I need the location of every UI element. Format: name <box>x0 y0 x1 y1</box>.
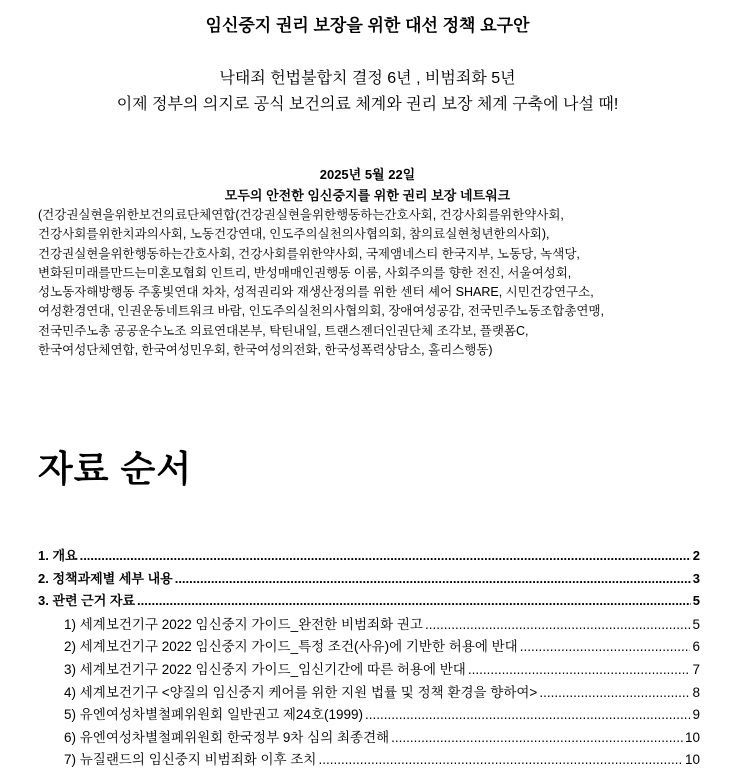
member-line: 성노동자해방행동 주홍빛연대 차차, 성적권리와 재생산정의를 위한 센터 셰어 SHARE, 시민건강연구소, <box>38 285 594 300</box>
toc-entry-page: 10 <box>684 729 700 745</box>
toc-entry-label: 3. 관련 근거 자료 <box>38 593 136 609</box>
toc-subentry[interactable] <box>38 703 700 726</box>
toc-entry-label: 4) 세계보건기구 <양질의 임신중지 케어를 위한 지원 법률 및 정책 환경을 향하여> <box>64 684 538 700</box>
member-line: 전국민주노총 공공운수노조 의료연대본부, 탁틴내일, 트랜스젠더인권단체 조각보, 플랫폼C, <box>38 323 529 338</box>
dot-leader <box>468 662 691 677</box>
toc-heading: 자료 순서 <box>38 448 193 489</box>
toc-subentry[interactable] <box>38 613 700 636</box>
toc-subentry[interactable] <box>38 748 700 771</box>
dot-leader <box>520 639 691 654</box>
dot-leader <box>425 617 691 632</box>
toc-entry-page: 3 <box>692 570 700 586</box>
toc-entry-page: 7 <box>692 661 700 677</box>
dot-leader <box>175 571 691 586</box>
toc-entry-label: 7) 뉴질랜드의 임신중지 비범죄화 이후 조치 <box>64 752 317 768</box>
toc-entry-page: 8 <box>692 684 700 700</box>
dot-leader <box>365 707 690 722</box>
member-line: 변화된미래를만드는미혼모협회 인트리, 반성매매인권행동 이룸, 사회주의를 향한 전진, 서울여성회, <box>38 265 572 280</box>
table-of-contents <box>38 545 700 771</box>
subtitle-line-1: 낙태죄 헌법불합치 결정 6년 , 비범죄화 5년 <box>219 70 516 87</box>
member-organizations <box>38 206 708 360</box>
member-line: 한국여성단체연합, 한국여성민우회, 한국여성의전화, 한국성폭력상담소, 홀리스행동) <box>38 343 493 358</box>
dot-leader <box>137 593 691 608</box>
toc-subentry[interactable] <box>38 681 700 704</box>
toc-entry-label: 5) 유엔여성차별철폐위원회 일반권고 제24호(1999) <box>64 707 363 723</box>
toc-entry-page: 9 <box>692 707 700 723</box>
subtitle-line-2: 이제 정부의 의지로 공식 보건의료 체계와 권리 보장 체계 구축에 나설 때! <box>116 96 619 113</box>
toc-entry-page: 5 <box>692 616 700 632</box>
toc-subentry[interactable] <box>38 635 700 658</box>
document-title: 임신중지 권리 보장을 위한 대선 정책 요구안 <box>205 16 530 35</box>
document-subtitle <box>0 66 735 118</box>
toc-entry-page: 10 <box>684 752 700 768</box>
toc-entry[interactable] <box>38 590 700 613</box>
issuing-network: 모두의 안전한 임신중지를 위한 권리 보장 네트워크 <box>224 188 511 203</box>
toc-entry-label: 2. 정책과제별 세부 내용 <box>38 570 173 586</box>
member-line: (건강권실현을위한보건의료단체연합(건강권실현을위한행동하는간호사회, 건강사회를위한약사회, <box>38 208 564 222</box>
dot-leader <box>80 548 691 563</box>
member-line: 건강사회를위한치과의사회, 노동건강연대, 인도주의실천의사협의회, 참의료실현청년한의사회), <box>38 227 550 242</box>
dot-leader <box>318 752 683 767</box>
toc-subentry[interactable] <box>38 658 700 681</box>
toc-entry-label: 3) 세계보건기구 2022 임신중지 가이드_임신기간에 따른 허용에 반대 <box>64 661 466 677</box>
toc-entry-label: 6) 유엔여성차별철폐위원회 한국정부 9차 심의 최종견해 <box>64 729 390 745</box>
toc-entry[interactable] <box>38 545 700 568</box>
toc-entry-label: 1) 세계보건기구 2022 임신중지 가이드_완전한 비범죄화 권고 <box>64 616 423 632</box>
toc-entry-page: 6 <box>692 639 700 655</box>
toc-subentry[interactable] <box>38 726 700 749</box>
dot-leader <box>539 685 690 700</box>
toc-entry-label: 2) 세계보건기구 2022 임신중지 가이드_특정 조건(사유)에 기반한 허용에 반대 <box>64 639 518 655</box>
member-line: 여성환경연대, 인권운동네트워크 바람, 인도주의실천의사협의회, 장애여성공감, 전국민주노동조합총연맹, <box>38 304 605 319</box>
dot-leader <box>391 730 683 745</box>
toc-entry[interactable] <box>38 568 700 591</box>
member-line: 건강권실현을위한행동하는간호사회, 건강사회를위한약사회, 국제앰네스티 한국지부, 노동당, 녹색당, <box>38 246 580 261</box>
issue-date: 2025년 5월 22일 <box>319 167 416 182</box>
toc-entry-label: 1. 개요 <box>38 548 78 563</box>
toc-entry-page: 2 <box>692 548 700 563</box>
toc-entry-page: 5 <box>692 593 700 609</box>
